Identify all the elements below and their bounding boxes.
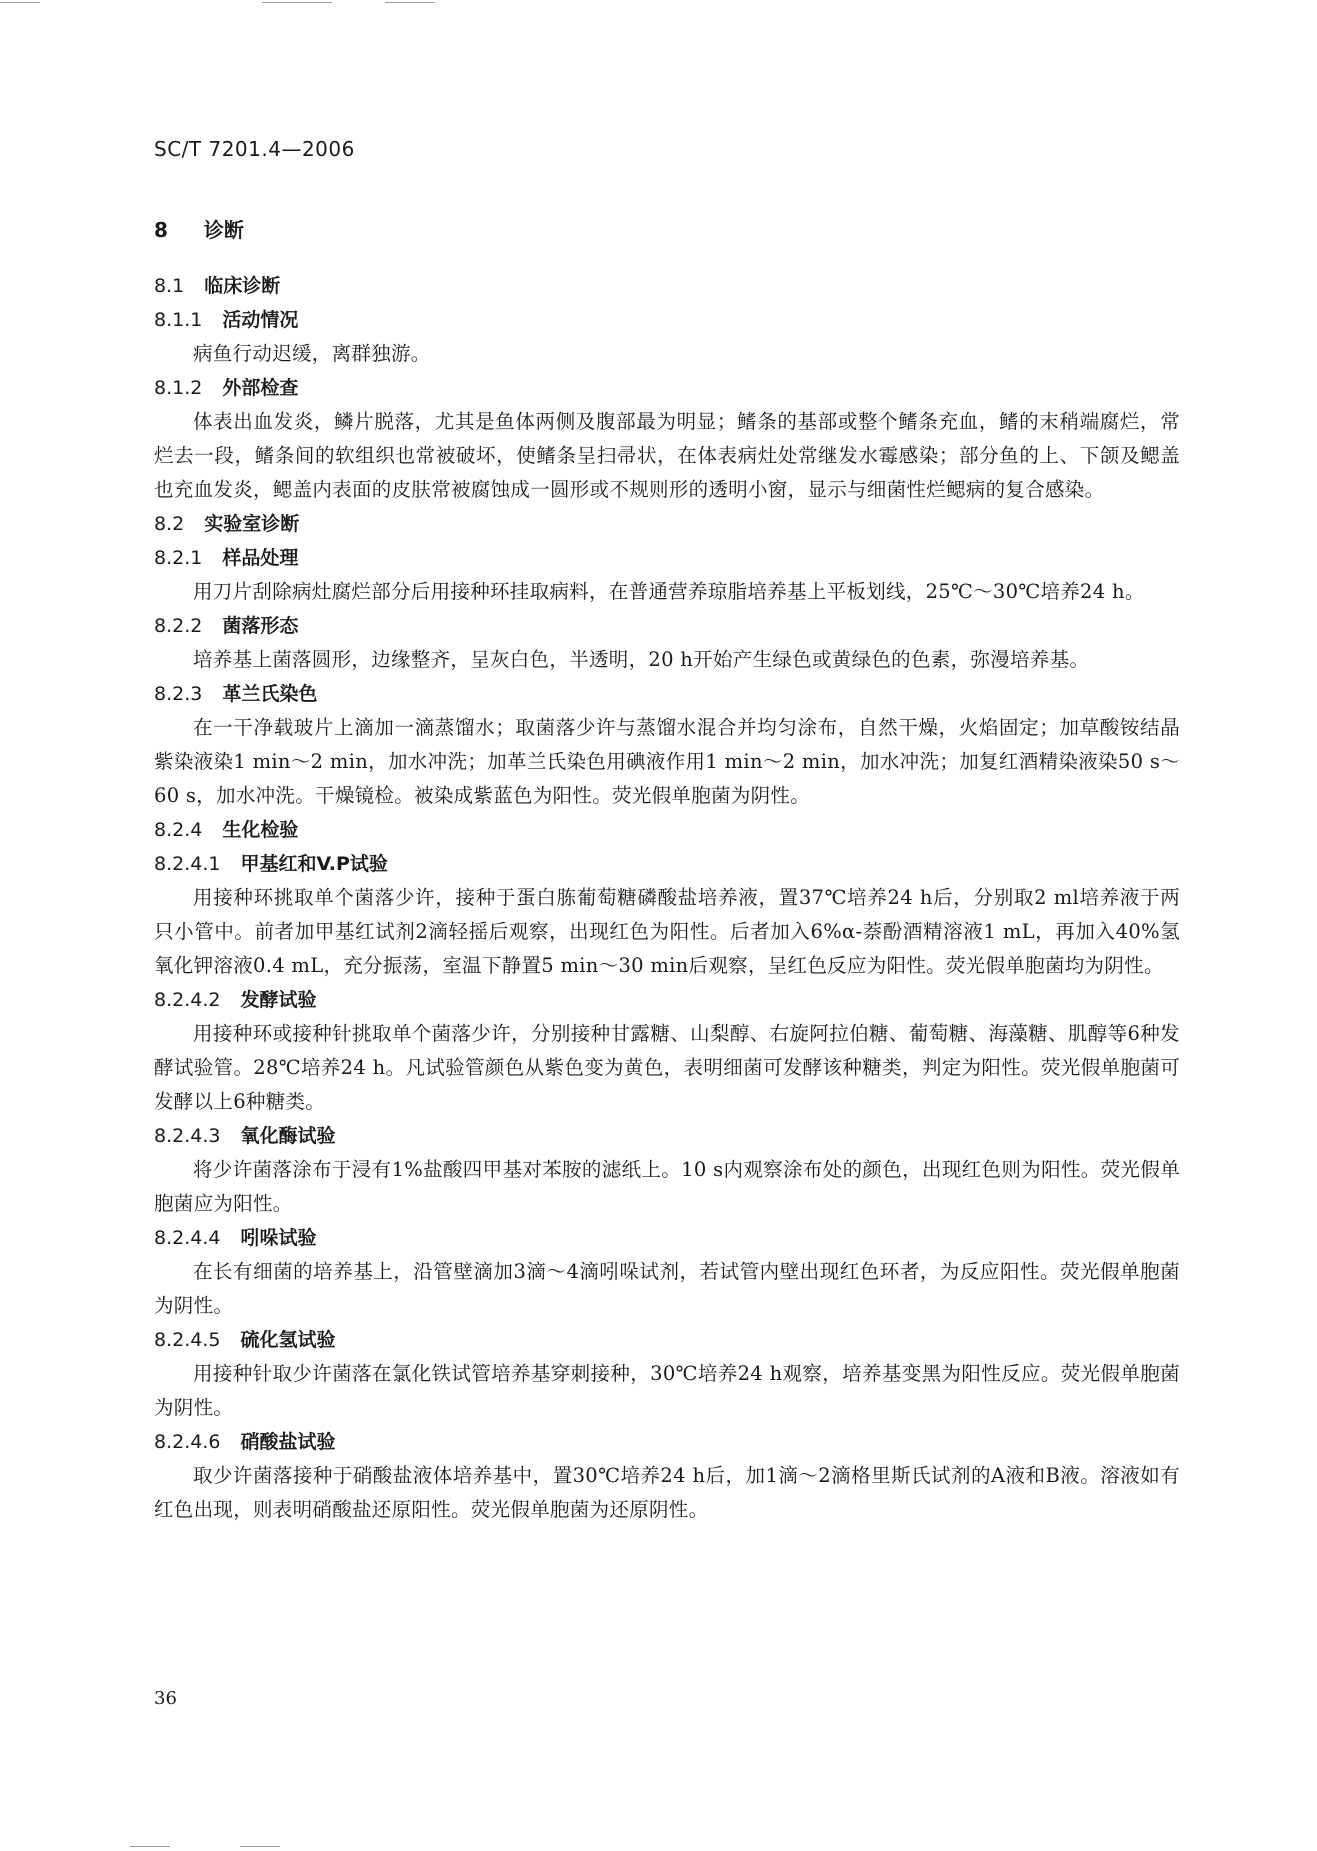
clause-title: 实验室诊断 xyxy=(204,513,300,535)
clause-heading xyxy=(154,303,1180,337)
clause-heading xyxy=(154,677,1180,711)
clause-paragraph: 取少许菌落接种于硝酸盐液体培养基中，置30℃培养24 h后，加1滴～2滴格里斯氏试剂的A液和B液。溶液如有红色出现，则表明硝酸盐还原阳性。荧光假单胞菌为还原阴性。 xyxy=(154,1464,1180,1521)
clause-number: 8.1.2 xyxy=(154,377,203,399)
clause-heading xyxy=(154,541,1180,575)
clause-paragraph: 用接种环或接种针挑取单个菌落少许，分别接种甘露糖、山梨醇、右旋阿拉伯糖、葡萄糖、海藻糖、肌醇等6种发酵试验管。28℃培养24 h。凡试验管颜色从紫色变为黄色，表明细菌可发酵该种糖类，判定为阳性。荧光假单胞菌可发酵以上6种糖类。 xyxy=(154,1022,1180,1113)
section-title: 诊断 xyxy=(203,218,244,242)
clause-title: 菌落形态 xyxy=(222,615,299,637)
clause-heading xyxy=(154,983,1180,1017)
clause-number: 8.2.4 xyxy=(154,819,203,841)
clause-title: 氧化酶试验 xyxy=(240,1125,336,1147)
clause-paragraph: 体表出血发炎，鳞片脱落，尤其是鱼体两侧及腹部最为明显；鳍条的基部或整个鳍条充血，鳍的末稍端腐烂，常烂去一段，鳍条间的软组织也常被破坏，使鳍条呈扫帚状，在体表病灶处常继发水霉感染；部分鱼的上、下颌及鳃盖也充血发炎，鳃盖内表面的皮肤常被腐蚀成一圆形或不规则形的透明小窗，显示与细菌性烂鳃病的复合感染。 xyxy=(154,410,1180,501)
clause-title: 吲哚试验 xyxy=(240,1227,317,1249)
clause-number: 8.2.4.4 xyxy=(154,1227,221,1249)
document-page xyxy=(154,0,1180,1851)
clause-paragraph: 在一干净载玻片上滴加一滴蒸馏水；取菌落少许与蒸馏水混合并均匀涂布，自然干燥，火焰固定；加草酸铵结晶紫染液染1 min～2 min，加水冲洗；加革兰氏染色用碘液作用1 min～2 min，加水冲洗；加复红酒精染液染50 s～60 s，加水冲洗。干燥镜检。被染成紫蓝色为阳性。荧光假单胞菌为阴性。 xyxy=(154,716,1180,807)
clause-number: 8.2.4.5 xyxy=(154,1329,221,1351)
clause-title: 样品处理 xyxy=(222,547,299,569)
clause-title: 硝酸盐试验 xyxy=(240,1431,336,1453)
clause-heading xyxy=(154,1323,1180,1357)
clause-title: 外部检查 xyxy=(222,377,299,399)
clause-heading xyxy=(154,1425,1180,1459)
clause-number: 8.2 xyxy=(154,513,185,535)
clause-title: 革兰氏染色 xyxy=(222,683,318,705)
clause-heading xyxy=(154,269,1180,303)
clause-number: 8.2.4.3 xyxy=(154,1125,221,1147)
page-number: 36 xyxy=(154,1688,177,1709)
scan-mark xyxy=(0,2,40,3)
clause-paragraph: 病鱼行动迟缓，离群独游。 xyxy=(193,342,431,365)
clause-title: 甲基红和V.P试验 xyxy=(240,853,388,875)
clause-paragraph: 用接种针取少许菌落在氯化铁试管培养基穿刺接种，30℃培养24 h观察，培养基变黑为阳性反应。荧光假单胞菌为阴性。 xyxy=(154,1362,1180,1419)
clause-heading xyxy=(154,1221,1180,1255)
clause-number: 8.2.4.1 xyxy=(154,853,221,875)
document-code: SC/T 7201.4—2006 xyxy=(154,137,355,161)
clause-paragraph: 在长有细菌的培养基上，沿管壁滴加3滴～4滴吲哚试剂，若试管内壁出现红色环者，为反应阳性。荧光假单胞菌为阴性。 xyxy=(154,1260,1180,1317)
clause-number: 8.2.1 xyxy=(154,547,203,569)
section-number: 8 xyxy=(154,218,168,242)
clause-paragraph: 培养基上菌落圆形，边缘整齐，呈灰白色，半透明，20 h开始产生绿色或黄绿色的色素，弥漫培养基。 xyxy=(193,648,1090,671)
document-body xyxy=(154,213,1180,1527)
clause-heading xyxy=(154,1119,1180,1153)
clause-heading xyxy=(154,371,1180,405)
clause-number: 8.2.3 xyxy=(154,683,203,705)
clause-heading xyxy=(154,813,1180,847)
clause-title: 发酵试验 xyxy=(240,989,317,1011)
clause-number: 8.1.1 xyxy=(154,309,203,331)
clause-title: 活动情况 xyxy=(222,309,299,331)
clause-paragraph: 用接种环挑取单个菌落少许，接种于蛋白胨葡萄糖磷酸盐培养液，置37℃培养24 h后，分别取2 ml培养液于两只小管中。前者加甲基红试剂2滴轻摇后观察，出现红色为阳性。后者加入6%α-萘酚酒精溶液1 mL，再加入40%氢氧化钾溶液0.4 mL，充分振荡，室温下静置5 min～30 min后观察，呈红色反应为阳性。荧光假单胞菌均为阴性。 xyxy=(154,886,1180,977)
clause-heading xyxy=(154,507,1180,541)
clause-number: 8.1 xyxy=(154,275,185,297)
clause-title: 生化检验 xyxy=(222,819,299,841)
clause-title: 临床诊断 xyxy=(204,275,281,297)
clause-paragraph: 用刀片刮除病灶腐烂部分后用接种环挂取病料，在普通营养琼脂培养基上平板划线，25℃～30℃培养24 h。 xyxy=(193,580,1145,603)
clause-number: 8.2.4.2 xyxy=(154,989,221,1011)
clause-number: 8.2.2 xyxy=(154,615,203,637)
clause-heading xyxy=(154,847,1180,881)
clause-title: 硫化氢试验 xyxy=(240,1329,336,1351)
section-heading xyxy=(154,213,1180,247)
clause-number: 8.2.4.6 xyxy=(154,1431,221,1453)
clause-heading xyxy=(154,609,1180,643)
clause-paragraph: 将少许菌落涂布于浸有1%盐酸四甲基对苯胺的滤纸上。10 s内观察涂布处的颜色，出现红色则为阳性。荧光假单胞菌应为阳性。 xyxy=(154,1158,1180,1215)
